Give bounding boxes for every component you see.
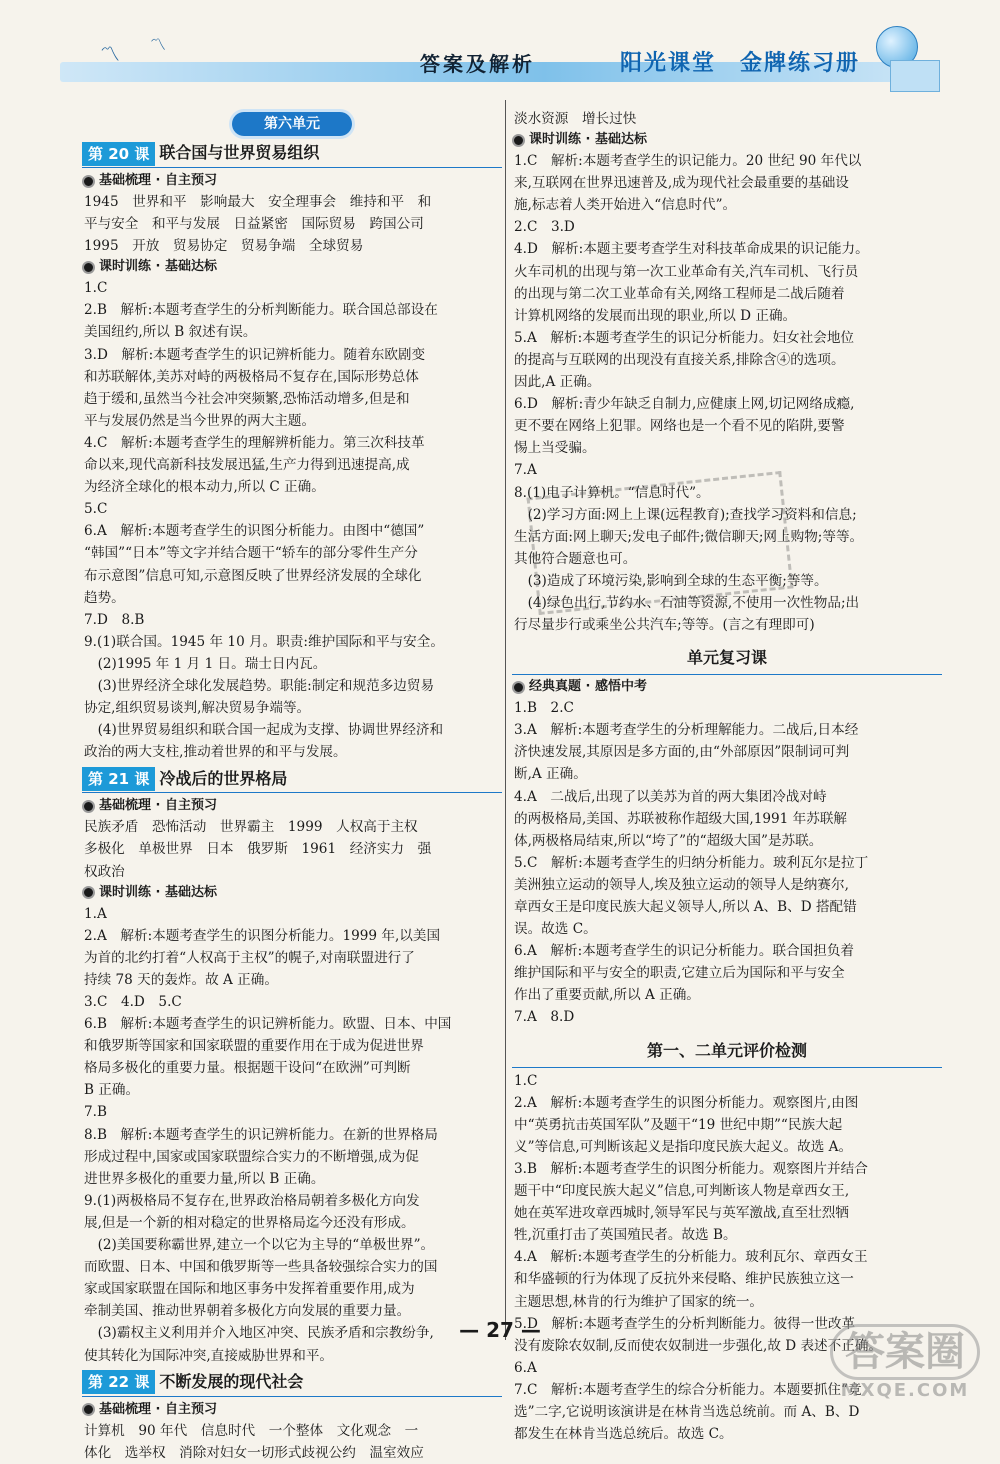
answer-line: B 正确。 — [84, 1082, 140, 1099]
answer-line: 1.C 解析:本题考查学生的识记能力。20 世纪 90 年代以 — [514, 153, 862, 170]
answer-line: 协定,组织贸易谈判,解决贸易争端等。 — [84, 700, 311, 717]
answer-line: 平与安全 和平与发展 日益紧密 国际贸易 跨国公司 — [84, 216, 424, 233]
answer-line: 趋于缓和,虽然当今社会冲突频繁,恐怖活动增多,但是和 — [84, 390, 410, 407]
answer-line: 牲,沉重打击了英国殖民者。故选 B。 — [514, 1227, 737, 1244]
header-brand: 阳光课堂 金牌练习册 — [620, 51, 861, 76]
watermark-logo-text: 答案圈 — [830, 1324, 980, 1380]
answer-line: 7.B — [84, 1104, 107, 1121]
lesson-heading — [82, 140, 502, 168]
bullet-icon — [82, 886, 95, 899]
answer-line: 6.B 解析:本题考查学生的识记辨析能力。欧盟、日本、中国 — [84, 1016, 452, 1033]
page-header — [60, 32, 940, 98]
answer-line: 5.C 解析:本题考查学生的归纳分析能力。玻利瓦尔是拉丁 — [514, 854, 869, 871]
unit-badge: 第六单元 — [232, 112, 352, 136]
answer-line: 进世界多极化的重要力量,所以 B 正确。 — [84, 1170, 325, 1187]
answer-line: 的两极格局,美国、苏联被称作超级大国,1991 年苏联解 — [514, 810, 848, 827]
section-heading-text: 基础梳理 · 自主预习 — [99, 1401, 217, 1417]
answer-line: 的出现与第二次工业革命有关,网络工程师是二战后随着 — [514, 285, 845, 302]
section-heading-text: 课时训练 · 基础达标 — [99, 884, 217, 900]
answer-line: 惕上当受骗。 — [514, 440, 596, 457]
answer-line: (3)造成了环境污染,影响到全球的生态平衡;等等。 — [514, 572, 828, 589]
answer-line: 4.D 解析:本题主要考查学生对科技革命成果的识记能力。 — [514, 241, 869, 258]
lesson-title: 冷战后的世界格局 — [159, 768, 288, 788]
section-heading — [82, 883, 502, 903]
answer-line: 5.C — [84, 501, 108, 518]
answer-line: (3)世界经济全球化发展趋势。职能:制定和规范多边贸易 — [84, 677, 435, 694]
answer-line: 计算机 90 年代 信息时代 一个整体 文化观念 一 — [84, 1422, 419, 1439]
answer-line: 体化 选举权 消除对妇女一切形式歧视公约 温室效应 — [84, 1444, 424, 1461]
answer-line: 而欧盟、日本、中国和俄罗斯等一些具备较强综合实力的国 — [84, 1259, 438, 1276]
answer-line: 美国纽约,所以 B 叙述有误。 — [84, 324, 257, 341]
answer-line: (2)美国要称霸世界,建立一个以它为主导的“单极世界”。 — [84, 1237, 435, 1254]
answer-line: 1.B 2.C — [514, 700, 574, 717]
answer-line: 2.B 解析:本题考查学生的分析判断能力。联合国总部设在 — [84, 302, 438, 319]
answer-line: 6.D 解析:青少年缺乏自制力,应健康上网,切记网络成瘾, — [514, 396, 855, 413]
answer-line: 格局多极化的重要力量。根据题干设问“在欧洲”可判断 — [84, 1060, 411, 1077]
review-section-title: 第一、二单元评价检测 — [512, 1035, 942, 1068]
answer-line: 和苏联解体,美苏对峙的两极格局不复存在,国际形势总体 — [84, 368, 419, 385]
answer-line: 为经济全球化的根本动力,所以 C 正确。 — [84, 479, 325, 496]
answer-line: 她在英军进攻章西城时,领导军民与英军激战,直至壮烈牺 — [514, 1205, 849, 1222]
bullet-icon — [82, 175, 95, 188]
section-heading — [82, 1400, 502, 1420]
section-heading-text: 经典真题 · 感悟中考 — [529, 679, 647, 695]
review-section-title: 单元复习课 — [512, 642, 942, 675]
answer-line: 多极化 单极世界 日本 俄罗斯 1961 经济实力 强 — [84, 841, 432, 858]
answer-line: 来,互联网在世界迅速普及,成为现代社会最重要的基础设 — [514, 175, 849, 192]
answer-line: 和华盛顿的行为体现了反抗外来侵略、维护民族独立这一 — [514, 1271, 854, 1288]
answer-line: 4.C 解析:本题考查学生的理解辨析能力。第三次科技革 — [84, 434, 425, 451]
bird-icon: 〽 — [150, 35, 167, 54]
answer-line: (2)1995 年 1 月 1 日。瑞士日内瓦。 — [84, 655, 327, 672]
building-icon — [890, 60, 940, 92]
answer-line: 2.A 解析:本题考查学生的识图分析能力。观察图片,由图 — [514, 1094, 859, 1111]
answer-line: 淡水资源 增长过快 — [514, 111, 637, 127]
answer-line: 7.A 8.D — [514, 1009, 575, 1026]
answer-line: 1.C — [84, 280, 108, 297]
answer-line: 使其转化为国际冲突,直接威胁世界和平。 — [84, 1347, 334, 1364]
answer-line: 5.A 解析:本题考查学生的识记分析能力。妇女社会地位 — [514, 329, 855, 346]
section-heading — [512, 130, 942, 150]
answer-line: 命以来,现代高新科技发展迅猛,生产力得到迅速提高,成 — [84, 457, 410, 474]
section-heading-text: 基础梳理 · 自主预习 — [99, 798, 217, 814]
answer-line: 题干中“印度民族大起义”信息,可判断该人物是章西女王, — [514, 1183, 850, 1200]
bullet-icon — [512, 134, 525, 147]
lesson-heading — [82, 1369, 502, 1397]
answer-line: 1995 开放 贸易协定 贸易争端 全球贸易 — [84, 238, 364, 255]
answer-line: 4.A 解析:本题考查学生的分析能力。玻利瓦尔、章西女王 — [514, 1249, 868, 1266]
section-heading-text: 课时训练 · 基础达标 — [99, 259, 217, 275]
section-heading — [82, 257, 502, 277]
section-heading-text: 课时训练 · 基础达标 — [529, 132, 647, 148]
answer-line: 持续 78 天的轰炸。故 A 正确。 — [84, 971, 278, 988]
bird-icon: 〽 — [100, 42, 120, 66]
answer-line: 行尽量步行或乘坐公共汽车;等等。(言之有理即可) — [514, 617, 815, 634]
bullet-icon — [82, 1403, 95, 1416]
answer-line: 6.A 解析:本题考查学生的识图分析能力。由图中“德国” — [84, 523, 425, 540]
answer-line: 形成过程中,国家或国家联盟综合实力的不断增强,成为促 — [84, 1148, 419, 1165]
answer-line: 3.B 解析:本题考查学生的识图分析能力。观察图片并结合 — [514, 1160, 868, 1177]
answer-line: 作出了重要贡献,所以 A 正确。 — [514, 987, 700, 1004]
answer-line: 布示意图”信息可知,示意图反映了世界经济发展的全球化 — [84, 567, 422, 584]
watermark-logo — [830, 1324, 980, 1412]
answer-line: 3.A 解析:本题考查学生的分析理解能力。二战后,日本经 — [514, 722, 859, 739]
answer-line: 3.C 4.D 5.C — [84, 994, 182, 1010]
column-divider — [505, 100, 506, 1340]
bullet-icon — [512, 681, 525, 694]
left-column — [82, 108, 502, 1464]
answer-line: 6.A — [514, 1359, 537, 1376]
answer-line: 7.C 解析:本题考查学生的综合分析能力。本题要抓住“竞 — [514, 1381, 862, 1398]
answer-line: 和俄罗斯等国家和国家联盟的重要作用在于成为促进世界 — [84, 1038, 424, 1055]
watermark-url: MXQE.COM — [840, 1380, 970, 1401]
answer-line: 家或国家联盟在国际和地区事务中发挥着重要作用,成为 — [84, 1281, 415, 1298]
answer-line: 9.(1)两极格局不复存在,世界政治格局朝着多极化方向发 — [84, 1192, 420, 1209]
answer-line: 章西女王是印度民族大起义领导人,所以 A、B、D 搭配错 — [514, 899, 857, 915]
lesson-number-badge: 第 20 课 — [82, 142, 155, 166]
answer-line: 中“英勇抗击英国军队”及题干“19 世纪中期”“民族大起 — [514, 1116, 843, 1133]
answer-line: 1.A — [84, 905, 107, 922]
answer-line: “韩国”“日本”等文字并结合题干“轿车的部分零件生产分 — [84, 545, 418, 562]
answer-line: 更不要在网络上犯罪。网络也是一个看不见的陷阱,要警 — [514, 418, 845, 435]
answer-line: 展,但是一个新的相对稳定的世界格局迄今还没有形成。 — [84, 1214, 415, 1231]
answer-line: 济快速发展,其原因是多方面的,由“外部原因”限制词可判 — [514, 744, 850, 761]
answer-line: 选”二字,它说明该演讲是在林肯当选总统前。而 A、B、D — [514, 1403, 860, 1420]
answer-line: 计算机网络的发展而出现的职业,所以 D 正确。 — [514, 307, 797, 324]
answer-line: 都发生在林肯当选总统后。故选 C。 — [514, 1426, 733, 1443]
answer-line: 平与发展仍然是当今世界的两大主题。 — [84, 412, 316, 429]
lesson-number-badge: 第 22 课 — [82, 1370, 155, 1394]
answer-line: (3)霸权主义利用并介入地区冲突、民族矛盾和宗教纷争, — [84, 1325, 434, 1342]
answer-line: 7.D 8.B — [84, 611, 145, 628]
answer-line: 主题思想,林肯的行为维护了国家的统一。 — [514, 1293, 764, 1310]
answer-line: 维护国际和平与安全的职责,它建立后为国际和平与安全 — [514, 965, 845, 982]
right-column — [512, 108, 942, 1445]
answer-line: 因此,A 正确。 — [514, 374, 601, 391]
answer-line: 火车司机的出现与第一次工业革命有关,汽车司机、飞行员 — [514, 263, 859, 280]
answer-line: (2)学习方面:网上上课(远程教育);查找学习资料和信息; — [514, 506, 857, 523]
answer-line: 误。故选 C。 — [514, 921, 597, 938]
answer-line: 为首的北约打着“人权高于主权”的幌子,对南联盟进行了 — [84, 949, 415, 966]
answer-line: 牵制美国、推动世界朝着多极化方向发展的重要力量。 — [84, 1303, 411, 1320]
answer-line: 断,A 正确。 — [514, 766, 587, 783]
lesson-number-badge: 第 21 课 — [82, 767, 155, 791]
answer-line: 趋势。 — [84, 589, 125, 606]
lesson-title: 不断发展的现代社会 — [159, 1372, 304, 1392]
lesson-heading — [82, 765, 502, 793]
answer-line: 生活方面:网上聊天;发电子邮件;微信聊天;网上购物;等等。 — [514, 528, 864, 545]
answer-line: 体,两极格局结束,所以“垮了”的“超级大国”是苏联。 — [514, 832, 823, 849]
section-heading-text: 基础梳理 · 自主预习 — [99, 173, 217, 188]
section-heading — [82, 796, 502, 816]
answer-line: 2.C 3.D — [514, 219, 575, 236]
answer-line: 7.A — [514, 462, 537, 479]
answer-line: 政治的两大支柱,推动着世界的和平与发展。 — [84, 744, 347, 761]
answer-line: 1945 世界和平 影响最大 安全理事会 维持和平 和 — [84, 194, 432, 210]
answer-line: 9.(1)联合国。1945 年 10 月。职责:维护国际和平与安全。 — [84, 633, 444, 650]
bullet-icon — [82, 800, 95, 813]
page-number: — 27 — — [459, 1318, 541, 1342]
answer-line: 其他符合题意也可。 — [514, 550, 637, 567]
answer-line: 民族矛盾 恐怖活动 世界霸主 1999 人权高于主权 — [84, 819, 418, 836]
answer-line: 2.A 解析:本题考查学生的识图分析能力。1999 年,以美国 — [84, 927, 441, 944]
answer-line: 8.(1)电子计算机。“信息时代”。 — [514, 484, 710, 501]
answer-line: 的提高与互联网的出现没有直接关系,排除含④的选项。 — [514, 351, 845, 368]
answer-line: 8.B 解析:本题考查学生的识记辨析能力。在新的世界格局 — [84, 1126, 438, 1143]
answer-line: 没有废除农奴制,反而使农奴制进一步强化,故 D 表述不正确。 — [514, 1337, 883, 1354]
answer-line: 施,标志着人类开始进入“信息时代”。 — [514, 197, 737, 214]
answer-line: (4)绿色出行,节约水、石油等资源,不使用一次性物品;出 — [514, 594, 860, 611]
answer-line: 义”等信息,可判断该起义是指印度民族大起义。故选 A。 — [514, 1138, 853, 1155]
answer-line: 美洲独立运动的领导人,埃及独立运动的领导人是纳赛尔, — [514, 876, 849, 893]
answer-line: 6.A 解析:本题考查学生的识记分析能力。联合国担负着 — [514, 943, 855, 960]
lesson-title: 联合国与世界贸易组织 — [159, 143, 320, 163]
answer-line: (4)世界贸易组织和联合国一起成为支撑、协调世界经济和 — [84, 722, 444, 739]
section-heading — [512, 677, 942, 697]
header-section-title: 答案及解析 — [420, 52, 535, 76]
answer-line: 5.D 解析:本题考查学生的分析判断能力。彼得一世改革 — [514, 1315, 856, 1332]
answer-line: 4.A 二战后,出现了以美苏为首的两大集团冷战对峙 — [514, 788, 827, 805]
answer-line: 权政治 — [84, 863, 125, 880]
answer-line: 3.D 解析:本题考查学生的识记辨析能力。随着东欧剧变 — [84, 346, 426, 363]
section-heading — [82, 171, 502, 191]
bullet-icon — [82, 261, 95, 274]
answer-line: 1.C — [514, 1072, 538, 1089]
